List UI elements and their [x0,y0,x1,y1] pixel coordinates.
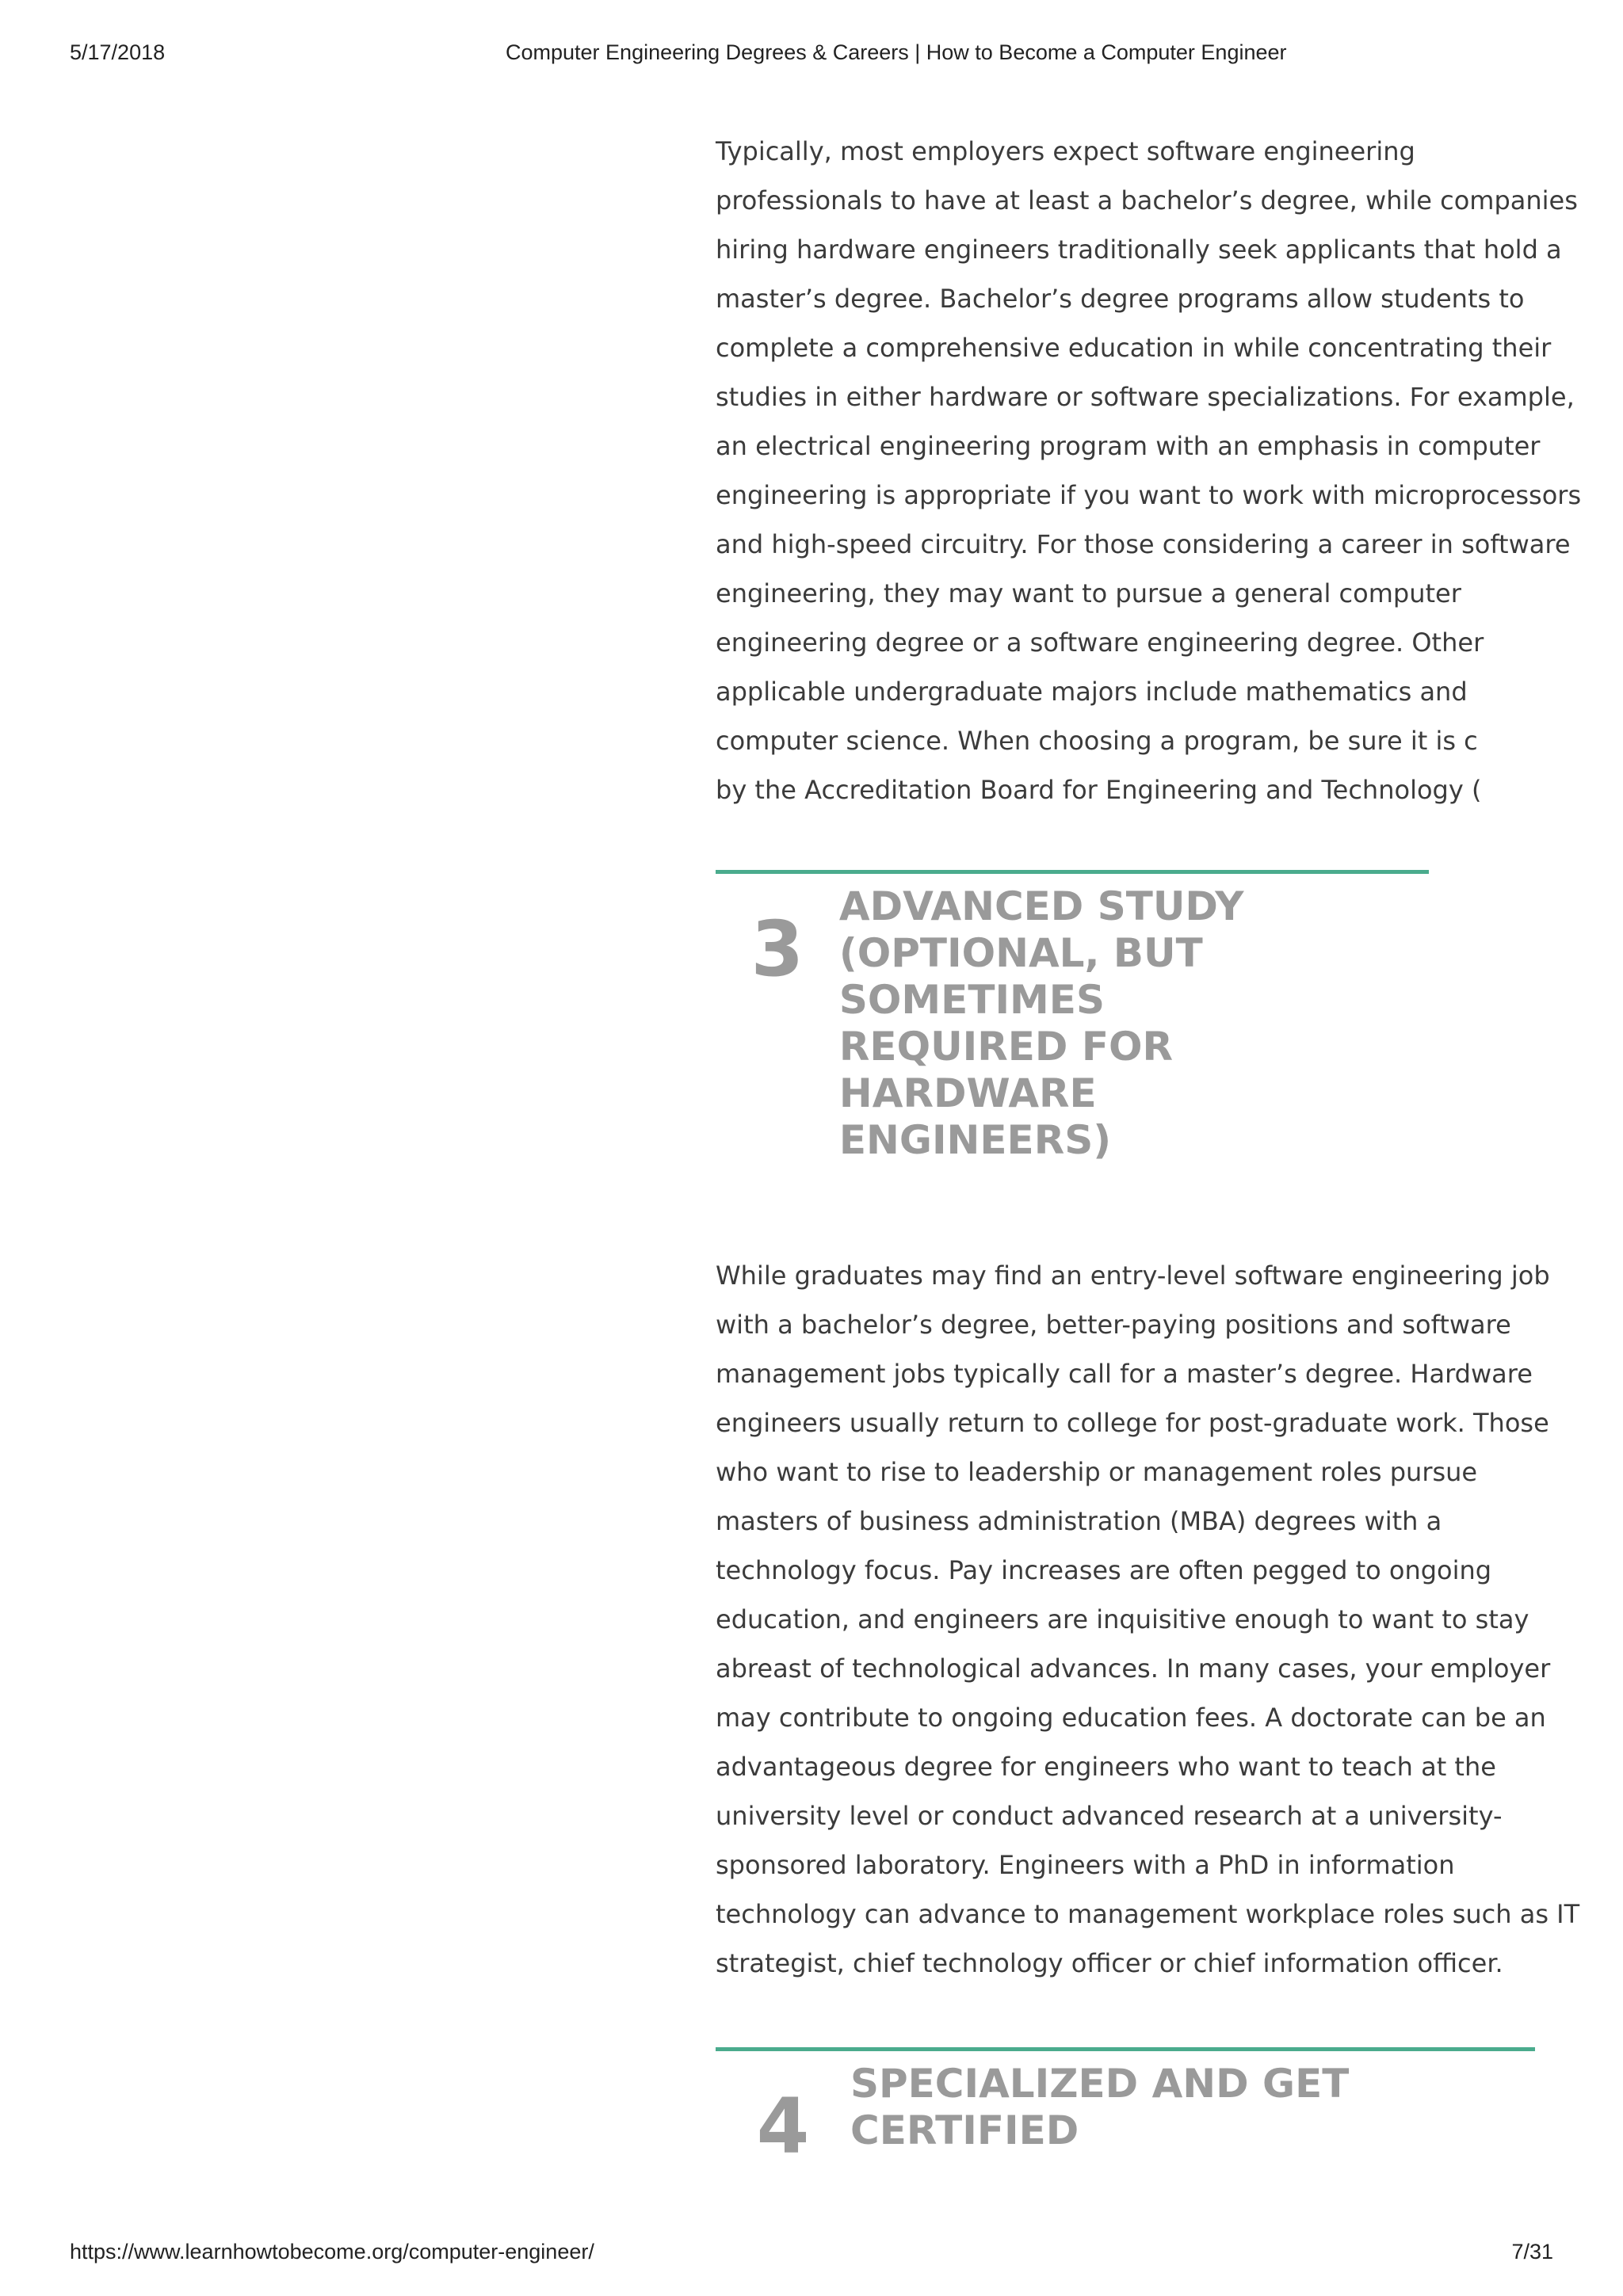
page-number: 7/31 [1511,2240,1553,2264]
step-number: 4 [756,2082,810,2171]
step-number: 3 [750,905,804,994]
paragraph-line: an electrical engineering program with an emphasis in computer [716,431,1541,461]
print-page-title: Computer Engineering Degrees & Careers | How to Become a Computer Engineer [506,40,1287,64]
paragraph-line: complete a comprehensive education in while concentrating their [716,333,1552,363]
paragraph-line: applicable undergraduate majors include mathematics and [716,677,1468,707]
advanced-study-paragraph [716,1251,1580,1988]
step-4-heading [716,2047,1535,2171]
step-3-heading [716,870,1429,1164]
paragraph-line: engineering is appropriate if you want to work with microprocessors [716,480,1582,510]
paragraph-line: studies in either hardware or software specializations. For example, [716,382,1575,412]
paragraph-line: management jobs typically call for a master’s degree. Hardware [716,1359,1533,1389]
paragraph-line: technology can advance to management workplace roles such as IT [716,1899,1580,1929]
paragraph-line: by the Accreditation Board for Engineering and Technology ( [716,775,1482,805]
paragraph-line: with a bachelor’s degree, better-paying positions and software [716,1310,1511,1340]
paragraph-line: masters of business administration (MBA) degrees with a [716,1506,1442,1536]
step-title: ADVANCED STUDY (OPTIONAL, BUT SOMETIMES REQUIRED FOR HARDWARE ENGINEERS) [838,883,1244,1163]
paragraph-line: technology focus. Pay increases are often pegged to ongoing [716,1555,1492,1585]
article-content [716,127,1582,2171]
paragraph-line: may contribute to ongoing education fees. A doctorate can be an [716,1703,1546,1733]
paragraph-line: engineering, they may want to pursue a general computer [716,578,1461,608]
paragraph-line: engineering degree or a software engineering degree. Other [716,627,1484,658]
paragraph-line: who want to rise to leadership or management roles pursue [716,1457,1478,1487]
step-title: SPECIALIZED AND GET CERTIFIED [850,2061,1350,2153]
paragraph-line: university level or conduct advanced research at a university- [716,1801,1503,1831]
paragraph-line: engineers usually return to college for post-graduate work. Those [716,1408,1549,1438]
paragraph-line: master’s degree. Bachelor’s degree programs allow students to [716,284,1525,314]
paragraph-line: computer science. When choosing a program, be sure it is c [716,726,1478,756]
paragraph-line: sponsored laboratory. Engineers with a PhD in information [716,1850,1455,1880]
paragraph-line: strategist, chief technology officer or chief information officer. [716,1948,1503,1978]
paragraph-line: education, and engineers are inquisitive enough to want to stay [716,1604,1529,1634]
paragraph-line: professionals to have at least a bachelor’s degree, while companies [716,185,1578,215]
print-date: 5/17/2018 [70,40,166,64]
paragraph-line: and high-speed circuitry. For those considering a career in software [716,529,1571,559]
degree-paragraph [716,127,1582,814]
paragraph-line: abreast of technological advances. In many cases, your employer [716,1653,1551,1684]
page-url: https://www.learnhowtobecome.org/computer-engineer/ [70,2240,594,2264]
paragraph-line: Typically, most employers expect software engineering [716,136,1415,166]
paragraph-line: hiring hardware engineers traditionally seek applicants that hold a [716,235,1562,265]
paragraph-line: While graduates may find an entry-level software engineering job [716,1261,1550,1291]
paragraph-line: advantageous degree for engineers who want to teach at the [716,1752,1496,1782]
